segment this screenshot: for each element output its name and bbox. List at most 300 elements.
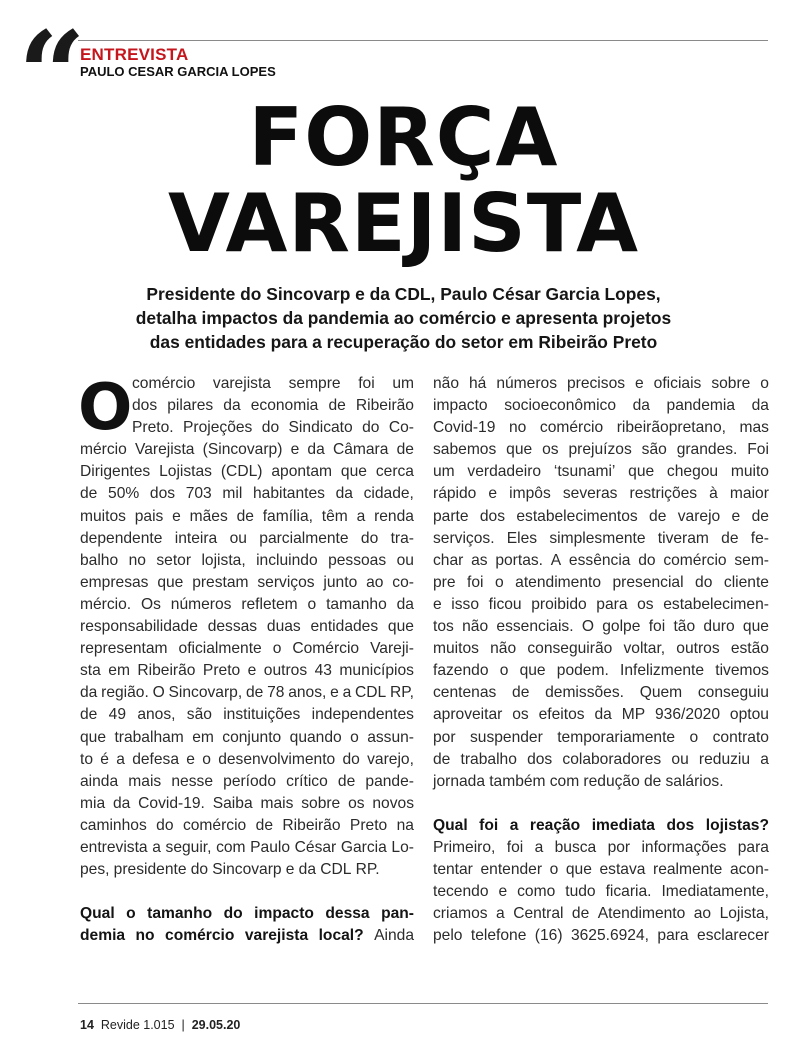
word: da (307, 441, 325, 459)
word: do (695, 573, 713, 591)
word: o (272, 640, 282, 658)
word: novos (372, 794, 414, 812)
word: do (360, 529, 379, 547)
text-line (433, 395, 769, 417)
word: há (469, 375, 487, 392)
word: trabalham (114, 728, 184, 746)
word: chegou (666, 463, 719, 481)
word: conseguirão (527, 640, 613, 658)
word: 78 (267, 684, 285, 702)
word: que (519, 662, 546, 680)
word: conseguiu (697, 684, 769, 702)
word: setor (156, 551, 192, 569)
text-line (433, 528, 769, 550)
word: com (216, 838, 246, 856)
text-line (433, 859, 769, 881)
word: Lojistas (159, 463, 212, 481)
deck-line: detalha impactos da pandemia ao comércio e apresenta projetos (135, 308, 672, 328)
word: Eles (506, 529, 538, 547)
word: telefone (470, 927, 527, 945)
word: Varejista (134, 441, 195, 459)
word: cliente (723, 573, 769, 591)
word: renda (374, 507, 414, 525)
word: tudo (565, 883, 596, 901)
word: RP, (389, 684, 414, 702)
word: da (632, 397, 650, 415)
word: da (594, 706, 612, 724)
word: caminhos (80, 816, 147, 834)
word: anos, (137, 706, 176, 724)
word: Câmara (332, 441, 389, 459)
word: demissões. (545, 684, 624, 702)
word: de (337, 772, 356, 790)
word: na (396, 816, 414, 834)
word: foi (506, 838, 524, 856)
word: 703 (185, 485, 212, 503)
word: do (638, 551, 656, 569)
word: para (737, 838, 769, 856)
word: CDL (355, 684, 387, 702)
word: de (751, 507, 769, 525)
paragraph-gap (433, 793, 769, 815)
word: estabelecimentos (516, 507, 638, 525)
word: assun- (367, 728, 414, 746)
text-line (80, 660, 414, 682)
drop-cap: O (78, 371, 133, 445)
word: para (657, 927, 689, 945)
text-line (433, 638, 769, 660)
word: ribeirãopretano, (616, 419, 726, 437)
word: economia (250, 397, 319, 415)
word: do (342, 750, 360, 768)
word: tecendo (433, 883, 489, 901)
issue-date: 29.05.20 (191, 1018, 241, 1032)
word: e (172, 507, 181, 525)
question-word: Qual (433, 816, 468, 834)
word: Ribeirão (137, 662, 196, 680)
word: César (294, 838, 337, 856)
word: o (689, 728, 699, 746)
word: que (742, 618, 769, 636)
word: de (512, 684, 530, 702)
word: com (549, 772, 580, 790)
word: outros (676, 640, 720, 658)
word: da (223, 397, 241, 415)
word: Ainda (374, 927, 414, 945)
word: e (731, 507, 741, 525)
word: suspender (469, 728, 543, 746)
text-line (433, 373, 769, 395)
word: de (328, 397, 346, 415)
word: 3625.6924, (570, 927, 649, 945)
text-line (80, 616, 414, 638)
word: ficou (488, 595, 522, 613)
text-line (80, 439, 414, 461)
text-line (80, 506, 414, 528)
word: impôs (509, 485, 551, 503)
word: crítico (286, 772, 328, 790)
word: de (649, 507, 667, 525)
word: o (495, 573, 504, 591)
word: 43 (314, 662, 332, 680)
text-line (433, 771, 769, 793)
word: em (192, 728, 214, 746)
word: desenvolvimento (218, 750, 336, 768)
word: ainda (80, 772, 119, 790)
question-word: dessa (325, 905, 370, 923)
word: da (112, 794, 131, 812)
word: Paulo (250, 838, 291, 856)
word: o (499, 662, 509, 680)
text-line (433, 616, 769, 638)
word: Comércio (292, 640, 360, 658)
word: prestam (192, 573, 249, 591)
word: Sincovarp (212, 861, 282, 879)
word: empresas (80, 573, 149, 591)
word: e (285, 861, 295, 879)
word: varejo (677, 507, 721, 525)
word: a (496, 905, 505, 923)
word: Central (513, 905, 564, 923)
word: o (307, 595, 317, 613)
paragraph-gap (80, 881, 414, 903)
word: essenciais. (496, 618, 574, 636)
question-word: varejista (244, 927, 309, 945)
word: pelo (433, 927, 463, 945)
text-line (80, 417, 414, 439)
word: no (128, 551, 146, 569)
word: independentes (311, 706, 414, 724)
word: incluindo (256, 551, 318, 569)
word: Dirigentes (80, 463, 151, 481)
text-line (433, 594, 769, 616)
question-word: demia (80, 927, 126, 945)
word: que (628, 463, 655, 481)
word: tiveram (657, 529, 709, 547)
text-line (433, 881, 769, 903)
word: Sindicato (288, 419, 353, 437)
top-rule (78, 40, 768, 41)
deck-line: Presidente do Sincovarp e da CDL, Paulo César Garcia Lopes, (146, 284, 661, 304)
word: representam (80, 640, 168, 658)
word: Infelizmente (619, 662, 705, 680)
question-word: dos (666, 816, 695, 834)
word: cidade, (363, 485, 414, 503)
word: e (433, 595, 442, 613)
word: pilares (167, 397, 214, 415)
word: não (462, 618, 489, 636)
word: parcialmente (259, 529, 349, 547)
word: os (637, 595, 654, 613)
word: trabalho (460, 750, 517, 768)
word: Preto (202, 662, 241, 680)
word: aproveitar (433, 706, 503, 724)
word: MP (621, 706, 646, 724)
word: Quem (639, 684, 683, 702)
word: Ribeirão (282, 816, 341, 834)
word: família, (262, 507, 313, 525)
word: severas (562, 485, 618, 503)
word: reduziu (698, 750, 751, 768)
word: Saiba (212, 794, 253, 812)
word: os (512, 706, 529, 724)
word: sem- (734, 551, 769, 569)
word: rápido (433, 485, 477, 503)
word: municípios (339, 662, 414, 680)
word: mércio (80, 441, 127, 459)
word: entender (480, 861, 543, 879)
question-word: no (135, 927, 155, 945)
word: da (80, 684, 98, 702)
text-line (433, 439, 769, 461)
word: sempre (288, 375, 341, 392)
text-line (433, 461, 769, 483)
word: prejuízos (568, 441, 632, 459)
word: que (80, 728, 107, 746)
word: estão (730, 640, 769, 658)
text-line (433, 727, 769, 749)
word: o (350, 728, 359, 746)
word: mais (128, 772, 162, 790)
text-line (433, 660, 769, 682)
word: Garcia (340, 838, 387, 856)
word: à (709, 485, 718, 503)
word: e (635, 375, 644, 392)
word: ou (396, 551, 414, 569)
word: pre (433, 573, 456, 591)
word: de (433, 750, 451, 768)
text-line (80, 859, 414, 881)
word: os (348, 794, 365, 812)
word: entrevista (80, 838, 148, 856)
word: junto (323, 573, 358, 591)
word: acon- (729, 861, 769, 879)
word: um (392, 375, 414, 392)
headline-line-1: FORÇA (248, 91, 559, 184)
word: simplesmente (549, 529, 646, 547)
word: serviços. (433, 529, 495, 547)
word: comércio (182, 816, 247, 834)
word: instituições (223, 706, 301, 724)
word: foi (358, 375, 375, 392)
word: muitos (433, 640, 479, 658)
word: lojista, (201, 551, 246, 569)
text-line (433, 749, 769, 771)
word: atendimento (515, 573, 601, 591)
word: Sincovarp, (168, 684, 243, 702)
word: ao (693, 905, 712, 923)
word: voltar, (623, 640, 666, 658)
word: o (760, 375, 769, 392)
word: responsabilidade (80, 618, 198, 636)
word: inteira (174, 529, 218, 547)
word: 49 (108, 706, 127, 724)
word: RP. (355, 861, 380, 879)
text-line (80, 550, 414, 572)
word: muito (730, 463, 769, 481)
question-word: Qual (80, 905, 115, 923)
word: nesse (171, 772, 213, 790)
text-line (80, 572, 414, 594)
word: mas (739, 419, 769, 437)
question-word: comércio (165, 927, 235, 945)
word: jornada (433, 772, 486, 790)
word: centenas (433, 684, 497, 702)
word: são (641, 441, 667, 459)
word: pande- (365, 772, 414, 790)
word: realmente (653, 861, 723, 879)
word: ‘tsunami’ (553, 463, 616, 481)
word: impacto (433, 397, 488, 415)
word: maior (729, 485, 769, 503)
text-line (80, 528, 414, 550)
word: defesa (132, 750, 180, 768)
question-word: reação (529, 816, 581, 834)
text-line (80, 815, 414, 837)
word: Primeiro, (433, 838, 496, 856)
word: (Sincovarp) (202, 441, 283, 459)
word: ou (671, 750, 689, 768)
text-line (433, 483, 769, 505)
word: não (433, 375, 460, 392)
word: temporariamente (557, 728, 676, 746)
word: a (152, 838, 161, 856)
text-line (433, 506, 769, 528)
question-word: lojistas? (705, 816, 769, 834)
word: estava (599, 861, 646, 879)
word: sta (80, 662, 101, 680)
deck (100, 282, 707, 354)
word: grandes. (676, 441, 738, 459)
word: informações (641, 838, 727, 856)
footer-separator: | (181, 1018, 185, 1032)
text-line (80, 638, 414, 660)
word: ao (366, 573, 384, 591)
text-line (80, 682, 414, 704)
word: do (156, 816, 174, 834)
word: a (356, 507, 366, 525)
word: Ribeirão (355, 397, 414, 415)
word: sobre (301, 794, 341, 812)
word: de (721, 529, 739, 547)
word: cerca (375, 463, 414, 481)
word: dos (149, 485, 176, 503)
word: tão (673, 618, 696, 636)
word: a (342, 684, 352, 702)
text-line (433, 682, 769, 704)
word: em (108, 662, 130, 680)
question-word: impacto (254, 905, 314, 923)
word: conjunto (222, 728, 282, 746)
word: sabemos (433, 441, 497, 459)
word: foi (467, 573, 484, 591)
word: de (80, 706, 98, 724)
word: comércio (663, 551, 727, 569)
word: precisos (566, 375, 626, 392)
word: que (506, 441, 533, 459)
word: oficiais (653, 375, 702, 392)
word: (16) (534, 927, 563, 945)
word: duas (266, 618, 301, 636)
text-line (433, 417, 769, 439)
text-line (433, 903, 769, 925)
word: restrições (629, 485, 698, 503)
text-line (80, 395, 414, 417)
word: do (261, 419, 280, 437)
section-label: ENTREVISTA (80, 45, 189, 64)
word: socioeconômico (504, 397, 617, 415)
word: presencial (612, 573, 684, 591)
word: dos (527, 750, 553, 768)
word: período (223, 772, 277, 790)
word: do (190, 861, 209, 879)
word: de (80, 485, 98, 503)
word: de (245, 684, 264, 702)
word: oficialmente (178, 640, 262, 658)
word: presidente (113, 861, 187, 879)
text-line (80, 903, 414, 925)
word: os (542, 441, 559, 459)
word: ficaria. (605, 883, 652, 901)
word: podem. (556, 662, 609, 680)
word: dessas (207, 618, 258, 636)
word: varejo, (367, 750, 414, 768)
word: mia (80, 794, 106, 812)
word: por (607, 838, 631, 856)
word: a (116, 750, 125, 768)
word: tos (433, 618, 454, 636)
word: mães (189, 507, 228, 525)
word: habitantes (252, 485, 325, 503)
word: dependente (80, 529, 163, 547)
text-line (80, 461, 414, 483)
word: pes, (80, 861, 110, 879)
quote-mark-icon: “ (18, 5, 78, 144)
word: CDL (320, 861, 352, 879)
word: portas. (495, 551, 544, 569)
question-word: a (509, 816, 519, 834)
text-line (80, 793, 414, 815)
word: e (488, 485, 498, 503)
word: mil (222, 485, 243, 503)
word: da (298, 861, 316, 879)
word: de (643, 772, 662, 790)
word: um (433, 463, 455, 481)
word: parte (433, 507, 469, 525)
word: também (489, 772, 546, 790)
text-line (433, 815, 769, 837)
word: sobre (711, 375, 751, 392)
word: Os (140, 595, 161, 613)
word: busca (554, 838, 597, 856)
question-word: do (223, 905, 243, 923)
word: comércio (132, 375, 196, 392)
word: e (290, 441, 300, 459)
question-word: foi (479, 816, 499, 834)
word: 50% (108, 485, 140, 503)
word: de (571, 905, 590, 923)
left-column (80, 373, 414, 947)
word: tra- (390, 529, 414, 547)
word: efeitos (538, 706, 585, 724)
word: duro (703, 618, 735, 636)
word: muitos (80, 507, 126, 525)
word: da (335, 485, 353, 503)
word: e (498, 883, 508, 901)
word: dos (479, 507, 506, 525)
word: O (152, 684, 165, 702)
deck-line: das entidades para a recuperação do setor em Ribeirão Preto (149, 332, 658, 352)
